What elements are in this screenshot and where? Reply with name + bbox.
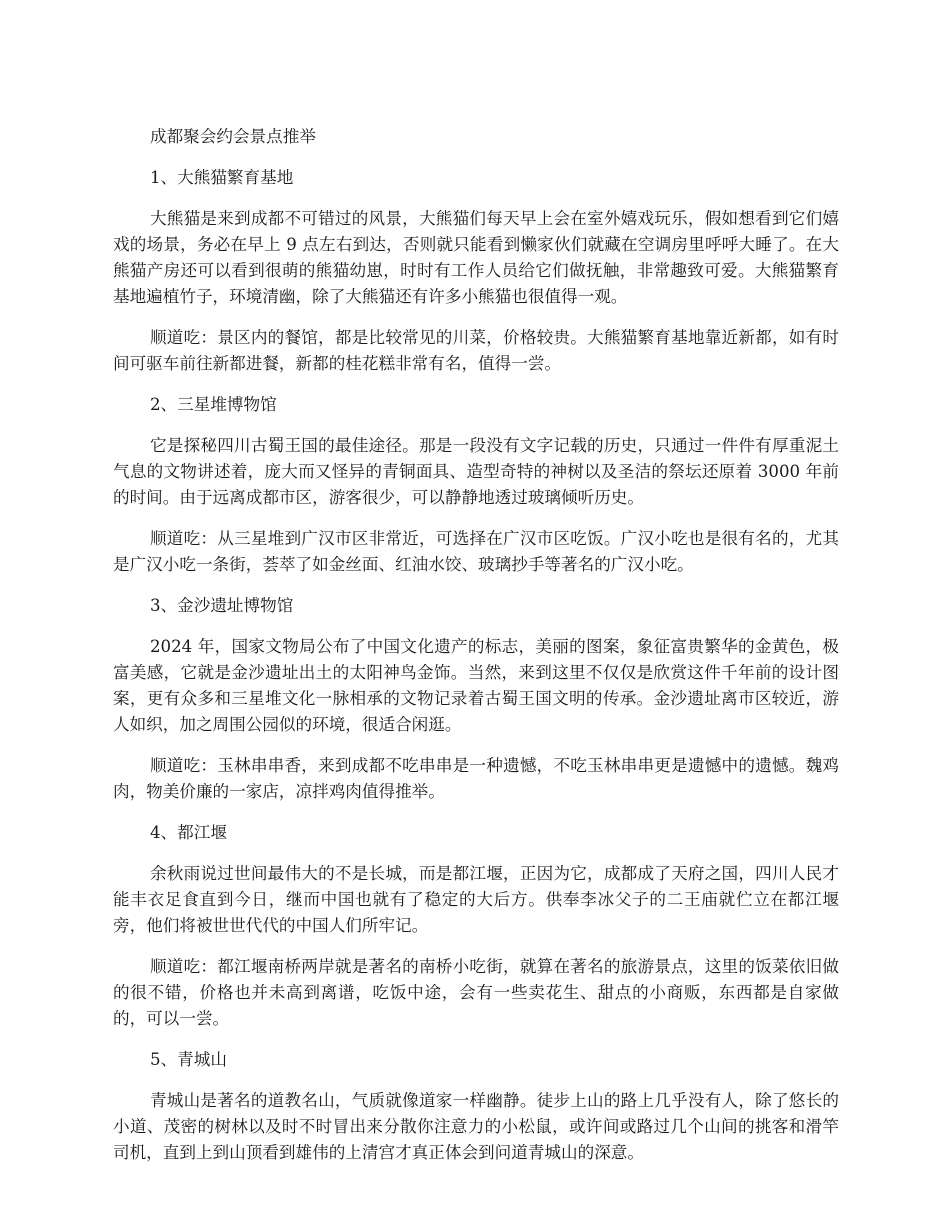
section-heading-panda-base: 1、大熊猫繁育基地 (150, 168, 294, 187)
document-title: 成都聚会约会景点推举 (150, 127, 316, 146)
section-heading-jinsha: 3、金沙遗址博物馆 (150, 596, 294, 615)
section-intro-paragraph: 余秋雨说过世间最伟大的不是长城，而是都江堰，正因为它，成都成了天府之国，四川人民才能丰衣足食直到今日，继而中国也就有了稳定的大后方。供奉李冰父子的二王庙就伫立在都江堰旁，他们将被世世代代的中国人们所牢记。 (113, 864, 839, 935)
section-intro-paragraph: 它是探秘四川古蜀王国的最佳途径。那是一段没有文字记载的历史，只通过一件件有厚重泥土气息的文物讲述着，庞大而又怪异的青铜面具、造型奇特的神树以及圣洁的祭坛还原着 3000 年前的时间。由于远离成都市区，游客很少，可以静静地透过玻璃倾听历史。 (113, 436, 839, 507)
document-page (113, 124, 839, 1181)
section-heading-dujiangyan: 4、都江堰 (150, 823, 227, 842)
section-food-paragraph: 顺道吃：都江堰南桥两岸就是著名的南桥小吃街，就算在著名的旅游景点，这里的饭菜依旧做的很不错，价格也并未高到离谱，吃饭中途，会有一些卖花生、甜点的小商贩，东西都是自家做的，可以一尝。 (113, 957, 839, 1028)
section-heading-qingchengshan: 5、青城山 (150, 1050, 227, 1069)
section-food-paragraph: 顺道吃：景区内的餐馆，都是比较常见的川菜，价格较贵。大熊猫繁育基地靠近新都，如有时间可驱车前往新都进餐，新都的桂花糕非常有名，值得一尝。 (113, 328, 839, 373)
section-intro-paragraph: 大熊猫是来到成都不可错过的风景，大熊猫们每天早上会在室外嬉戏玩乐，假如想看到它们嬉戏的场景，务必在早上 9 点左右到达，否则就只能看到懒家伙们就藏在空调房里呼呼大睡了。在大熊猫产房还可以看到很萌的熊猫幼崽，时时有工作人员给它们做抚触，非常趣致可爱。大熊猫繁育基地遍植竹子，环境清幽，除了大熊猫还有许多小熊猫也很值得一观。 (113, 209, 839, 306)
section-food-paragraph: 顺道吃：玉林串串香，来到成都不吃串串是一种遗憾，不吃玉林串串更是遗憾中的遗憾。魏鸡肉，物美价廉的一家店，凉拌鸡肉值得推举。 (113, 756, 839, 801)
section-heading-sanxingdui: 2、三星堆博物馆 (150, 395, 277, 414)
section-food-paragraph: 顺道吃：从三星堆到广汉市区非常近，可选择在广汉市区吃饭。广汉小吃也是很有名的，尤其是广汉小吃一条街，荟萃了如金丝面、红油水饺、玻璃抄手等著名的广汉小吃。 (113, 529, 839, 574)
section-intro-paragraph: 2024 年，国家文物局公布了中国文化遗产的标志，美丽的图案，象征富贵繁华的金黄色，极富美感，它就是金沙遗址出土的太阳神鸟金饰。当然，来到这里不仅仅是欣赏这件千年前的设计图案，更有众多和三星堆文化一脉相承的文物记录着古蜀王国文明的传承。金沙遗址离市区较近，游人如织，加之周围公园似的环境，很适合闲逛。 (113, 637, 839, 734)
section-intro-paragraph: 青城山是著名的道教名山，气质就像道家一样幽静。徒步上山的路上几乎没有人，除了悠长的小道、茂密的树林以及时不时冒出来分散你注意力的小松鼠，或许间或路过几个山间的挑客和滑竿司机，直到上到山顶看到雄伟的上清宫才真正体会到问道青城山的深意。 (113, 1091, 839, 1162)
